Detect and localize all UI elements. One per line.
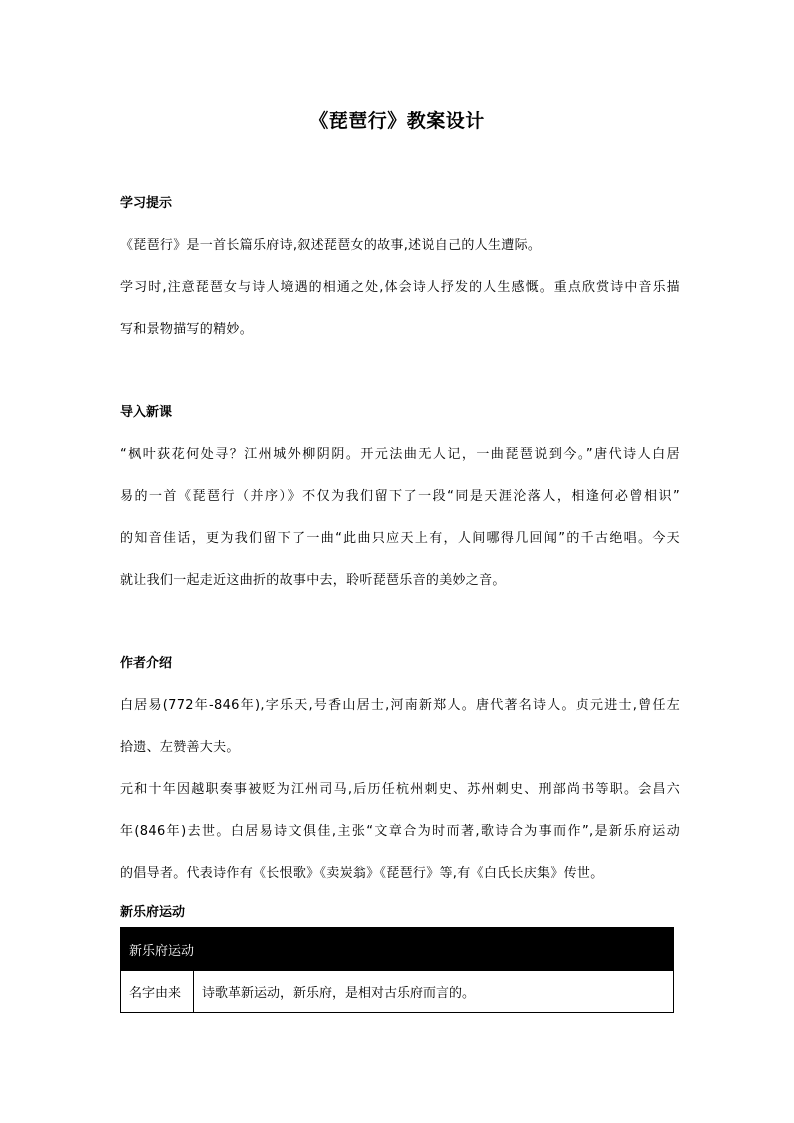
paragraph-line: 白居易(772年-846年),字乐天,号香山居士,河南新郑人。唐代著名诗人。贞元进士,曾任左 <box>120 698 680 713</box>
document-title: 《琵琶行》教案设计 <box>309 110 485 132</box>
movement-table <box>120 927 674 1013</box>
section-heading-movement: 新乐府运动 <box>120 905 186 920</box>
paragraph-line: 易的一首《琵琶行（并序）》不仅为我们留下了一段“同是天涯沦落人，相逢何必曾相识” <box>120 489 680 504</box>
paragraph-line: 的知音佳话，更为我们留下了一曲“此曲只应天上有，人间哪得几回闻”的千古绝唱。今天 <box>120 531 680 546</box>
paragraph-line: 的倡导者。代表诗作有《长恨歌》《卖炭翁》《琵琶行》等,有《白氏长庆集》传世。 <box>120 866 604 881</box>
table-cell-key: 名字由来 <box>121 971 194 1013</box>
table-row <box>121 971 674 1013</box>
paragraph-line: 写和景物描写的精妙。 <box>120 322 254 337</box>
section-heading-study-tips: 学习提示 <box>120 196 173 211</box>
table-header-cell: 新乐府运动 <box>121 928 674 971</box>
paragraph-line: “枫叶荻花何处寻？江州城外柳阴阴。开元法曲无人记，一曲琵琶说到今。”唐代诗人白居 <box>120 447 680 462</box>
paragraph-line: 拾遗、左赞善大夫。 <box>120 740 240 755</box>
section-heading-intro: 导入新课 <box>120 405 173 420</box>
paragraph-line: 元和十年因越职奏事被贬为江州司马,后历任杭州刺史、苏州刺史、刑部尚书等职。会昌六 <box>120 782 680 797</box>
paragraph-line: 就让我们一起走近这曲折的故事中去，聆听琵琶乐音的美妙之音。 <box>120 573 506 588</box>
paragraph-line: 学习时,注意琵琶女与诗人境遇的相通之处,体会诗人抒发的人生感慨。重点欣赏诗中音乐描 <box>120 280 680 295</box>
paragraph-line: 《琵琶行》是一首长篇乐府诗,叙述琵琶女的故事,述说自己的人生遭际。 <box>120 238 542 253</box>
section-heading-author: 作者介绍 <box>120 656 173 671</box>
table-cell-value: 诗歌革新运动，新乐府，是相对古乐府而言的。 <box>194 971 674 1013</box>
table-header-row <box>121 928 674 971</box>
paragraph-line: 年(846年)去世。白居易诗文俱佳,主张“文章合为时而著,歌诗合为事而作”,是新乐府运动 <box>120 824 680 839</box>
